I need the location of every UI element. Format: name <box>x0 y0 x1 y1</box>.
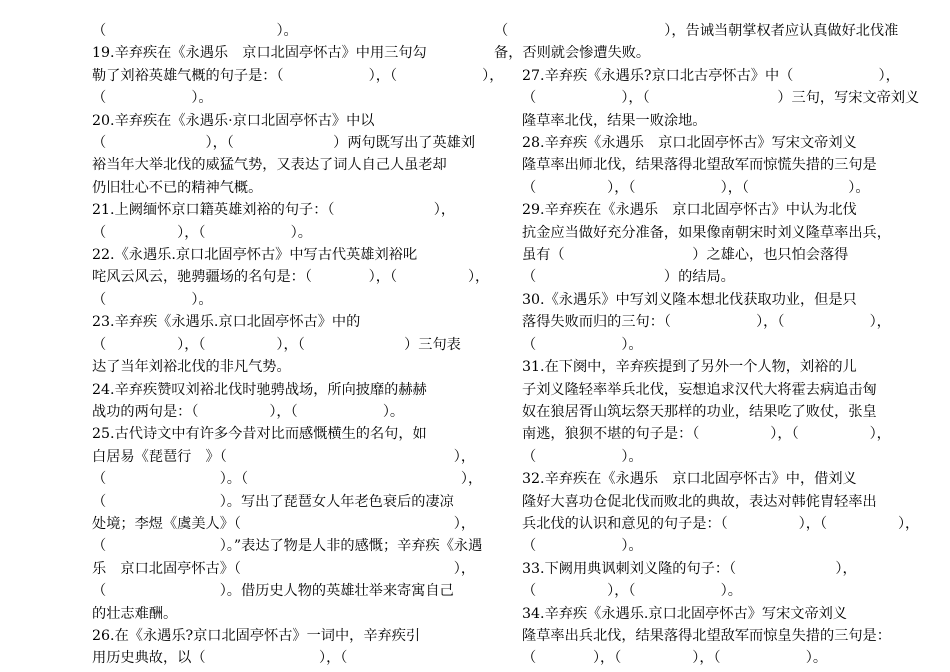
question-line: （ ），（ ）两句既写出了英雄刘 <box>92 135 476 152</box>
question-line: （ ），（ ），（ ）。 <box>522 650 828 667</box>
question-q26 <box>64 625 468 670</box>
question-line: （ ）。 <box>92 291 213 308</box>
question-line: 28.辛弃疾《永遇乐 京口北固亭怀古》写宋文帝刘义 <box>522 135 857 152</box>
question-line: （ ），（ ）。 <box>522 583 742 600</box>
question-q34 <box>494 603 898 670</box>
question-line: 24.辛弃疾赞叹刘裕北伐时驰骋战场，所向披靡的赫赫 <box>92 381 427 398</box>
question-line: 隆草率出兵北伐，结果落得北望敌军而惊皇失措的三句是： <box>522 627 891 644</box>
question-q18-tail <box>64 20 468 42</box>
question-line: 仍旧壮心不已的精神气概。 <box>92 179 263 196</box>
question-line: 处境；李煜《虞美人》（ ）， <box>92 515 476 532</box>
question-line: 19.辛弃疾在《永遇乐 京口北固亭怀古》中用三句勾 <box>92 45 427 62</box>
question-line: 虽有（ ）之雄心，也只怕会落得 <box>522 247 849 264</box>
question-line: （ ）。 <box>522 448 643 465</box>
question-q28 <box>494 132 898 199</box>
question-q33 <box>494 558 898 603</box>
question-line: 抗金应当做好充分准备，如果像南朝宋时刘义隆草率出兵， <box>522 224 891 241</box>
question-line: 白居易《琵琶行 》（ ）， <box>92 448 476 465</box>
question-q31 <box>494 356 898 468</box>
left-column <box>64 20 504 670</box>
question-line: 裕当年大举北伐的威猛气势，又表达了词人自己人虽老却 <box>92 157 447 174</box>
question-line: 达了当年刘裕北伐的非凡气势。 <box>92 359 291 376</box>
question-line: 乐 京口北固亭怀古》（ ）， <box>92 560 476 577</box>
question-line: （ ）。 <box>92 90 213 107</box>
question-q27 <box>494 65 920 132</box>
question-line: 的壮志难酬。 <box>92 605 178 622</box>
question-q25 <box>64 423 483 625</box>
question-line: （ ）。”表达了物是人非的感慨；辛弃疾《永遇 <box>92 538 483 555</box>
question-line: （ ），（ ），（ ）。 <box>522 179 870 196</box>
question-line: 26.在《永遇乐?京口北固亭怀古》一词中，辛弃疾引 <box>92 627 421 644</box>
question-line: 备，否则就会惨遭失败。 <box>494 45 651 62</box>
question-line: （ ）的结局。 <box>522 269 735 286</box>
question-line: 23.辛弃疾《永遇乐.京口北固亭怀古》中的 <box>92 314 361 331</box>
question-line: （ ）。借历史人物的英雄壮举来寄寓自己 <box>92 583 454 600</box>
question-line: 隆草率北伐，结果一败涂地。 <box>522 112 707 129</box>
question-q23 <box>64 311 468 378</box>
question-line: 32.辛弃疾在《永遇乐 京口北固亭怀古》中，借刘义 <box>522 471 857 488</box>
question-line: 25.古代诗文中有许多今昔对比而感慨横生的名句，如 <box>92 426 427 443</box>
question-line: （ ）。 <box>92 23 298 39</box>
question-line: 子刘义隆轻率举兵北伐，妄想追求汉代大将霍去病追击匈 <box>522 381 877 398</box>
question-line: 21.上阙缅怀京口籍英雄刘裕的句子：（ ）， <box>92 202 456 219</box>
question-line: 勒了刘裕英雄气概的句子是：（ ），（ ）， <box>92 67 504 84</box>
question-q19 <box>64 42 504 109</box>
question-line: 27.辛弃疾《永遇乐?京口北古亭怀古》中（ ）， <box>522 67 900 84</box>
question-line: 咤风云风云，驰骋疆场的名句是：（ ），（ ）， <box>92 269 490 286</box>
question-line: （ ），告诫当朝掌权者应认真做好北伐准 <box>494 23 899 39</box>
question-line: 隆好大喜功仓促北伐而败北的典故，表达对韩侂胄轻率出 <box>522 493 877 510</box>
question-q21 <box>64 199 468 244</box>
question-q22 <box>64 244 490 311</box>
question-line: 兵北伐的认识和意见的句子是：（ ），（ ）， <box>522 515 920 532</box>
question-q24 <box>64 379 468 424</box>
question-line: （ ）。写出了琵琶女人年老色衰后的凄凉 <box>92 493 454 510</box>
question-line: 战功的两句是：（ ），（ ）。 <box>92 403 405 420</box>
question-line: 奴在狼居胥山筑坛祭天那样的功业，结果吃了败仗，张皇 <box>522 403 877 420</box>
question-line: 隆草率出师北伐，结果落得北望敌军而惊慌失措的三句是 <box>522 157 877 174</box>
question-q20 <box>64 110 476 200</box>
question-line: 33.下阙用典讽刺刘义隆的句子：（ ）， <box>522 560 857 577</box>
question-line: 22.《永遇乐.京口北固亭怀古》中写古代英雄刘裕叱 <box>92 247 418 264</box>
question-line: 用历史典故，以（ ），（ <box>92 650 461 667</box>
question-line: （ ）。（ ）， <box>92 471 483 488</box>
question-line: （ ）。 <box>522 336 643 353</box>
question-line: 29.辛弃疾在《永遇乐 京口北固亭怀古》中认为北伐 <box>522 202 857 219</box>
question-line: （ ）。 <box>522 538 643 555</box>
question-line: 南逃，狼狈不堪的句子是：（ ），（ ）， <box>522 426 891 443</box>
question-line: 31.在下阕中，辛弃疾提到了另外一个人物，刘裕的儿 <box>522 359 857 376</box>
question-line: 落得失败而归的三句：（ ），（ ）， <box>522 314 891 331</box>
question-q26-tail <box>494 20 898 65</box>
right-column <box>494 20 920 670</box>
question-line: （ ），（ ）。 <box>92 224 312 241</box>
question-line: （ ），（ ），（ ）三句表 <box>92 336 461 353</box>
question-line: 34.辛弃疾《永遇乐.京口北固亭怀古》写宋文帝刘义 <box>522 605 848 622</box>
question-q29 <box>494 199 898 289</box>
question-line: 30.《永遇乐》中写刘义隆本想北伐获取功业，但是只 <box>522 291 857 308</box>
question-q32 <box>494 468 920 558</box>
question-q30 <box>494 289 898 356</box>
question-line: （ ），（ ）三句，写宋文帝刘义 <box>522 90 920 107</box>
question-line: 20.辛弃疾在《永遇乐·京口北固亭怀古》中以 <box>92 112 375 129</box>
